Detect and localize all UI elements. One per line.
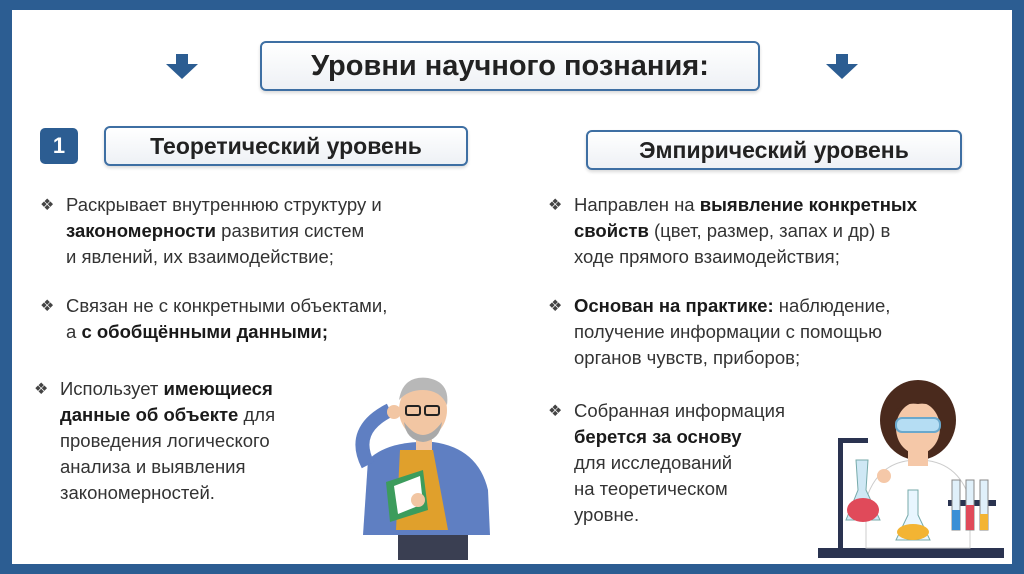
bullet-diamond-icon: ❖ — [548, 197, 563, 214]
item-line: свойств (цвет, размер, запах и др) в — [574, 220, 891, 241]
item-line: Использует имеющиеся — [60, 378, 273, 399]
item-line: уровне. — [574, 504, 640, 525]
item-line: органов чувств, приборов; — [574, 347, 801, 368]
item-line: Основан на практике: наблюдение, — [574, 295, 891, 316]
theory-item — [34, 376, 276, 506]
down-arrow-icon — [826, 54, 858, 80]
item-line: закономерности развития систем — [66, 220, 365, 241]
theory-item — [40, 293, 388, 345]
number-badge: 1 — [40, 128, 78, 164]
empirical-item — [548, 398, 786, 528]
item-line: Направлен на выявление конкретных — [574, 194, 918, 215]
item-line: на теоретическом — [574, 478, 728, 499]
empirical-item — [548, 293, 891, 371]
teacher-illustration — [328, 370, 498, 560]
item-line: ходе прямого взаимодействия; — [574, 246, 840, 267]
item-line: получение информации с помощью — [574, 321, 883, 342]
item-line: данные об объекте для — [60, 404, 276, 425]
item-line: берется за основу — [574, 426, 742, 447]
scientist-illustration — [818, 380, 1004, 562]
slide-title: Уровни научного познания: — [260, 41, 760, 91]
theory-item — [40, 192, 382, 270]
theory-heading: Теоретический уровень — [104, 126, 468, 166]
item-line: проведения логического — [60, 430, 270, 451]
empirical-item — [548, 192, 918, 270]
bullet-diamond-icon: ❖ — [548, 298, 563, 315]
item-line: Раскрывает внутреннюю структуру и — [66, 194, 382, 215]
bullet-diamond-icon: ❖ — [40, 197, 55, 214]
bullet-diamond-icon: ❖ — [548, 403, 563, 420]
item-line: закономерностей. — [60, 482, 215, 503]
bullet-diamond-icon: ❖ — [34, 381, 49, 398]
item-line: а с обобщёнными данными; — [66, 321, 328, 342]
item-line: и явлений, их взаимодействие; — [66, 246, 334, 267]
item-line: для исследований — [574, 452, 733, 473]
item-line: анализа и выявления — [60, 456, 246, 477]
bullet-diamond-icon: ❖ — [40, 298, 55, 315]
item-line: Связан не с конкретными объектами, — [66, 295, 388, 316]
empirical-heading: Эмпирический уровень — [586, 130, 962, 170]
down-arrow-icon — [166, 54, 198, 80]
item-line: Собранная информация — [574, 400, 786, 421]
slide — [12, 10, 1012, 564]
